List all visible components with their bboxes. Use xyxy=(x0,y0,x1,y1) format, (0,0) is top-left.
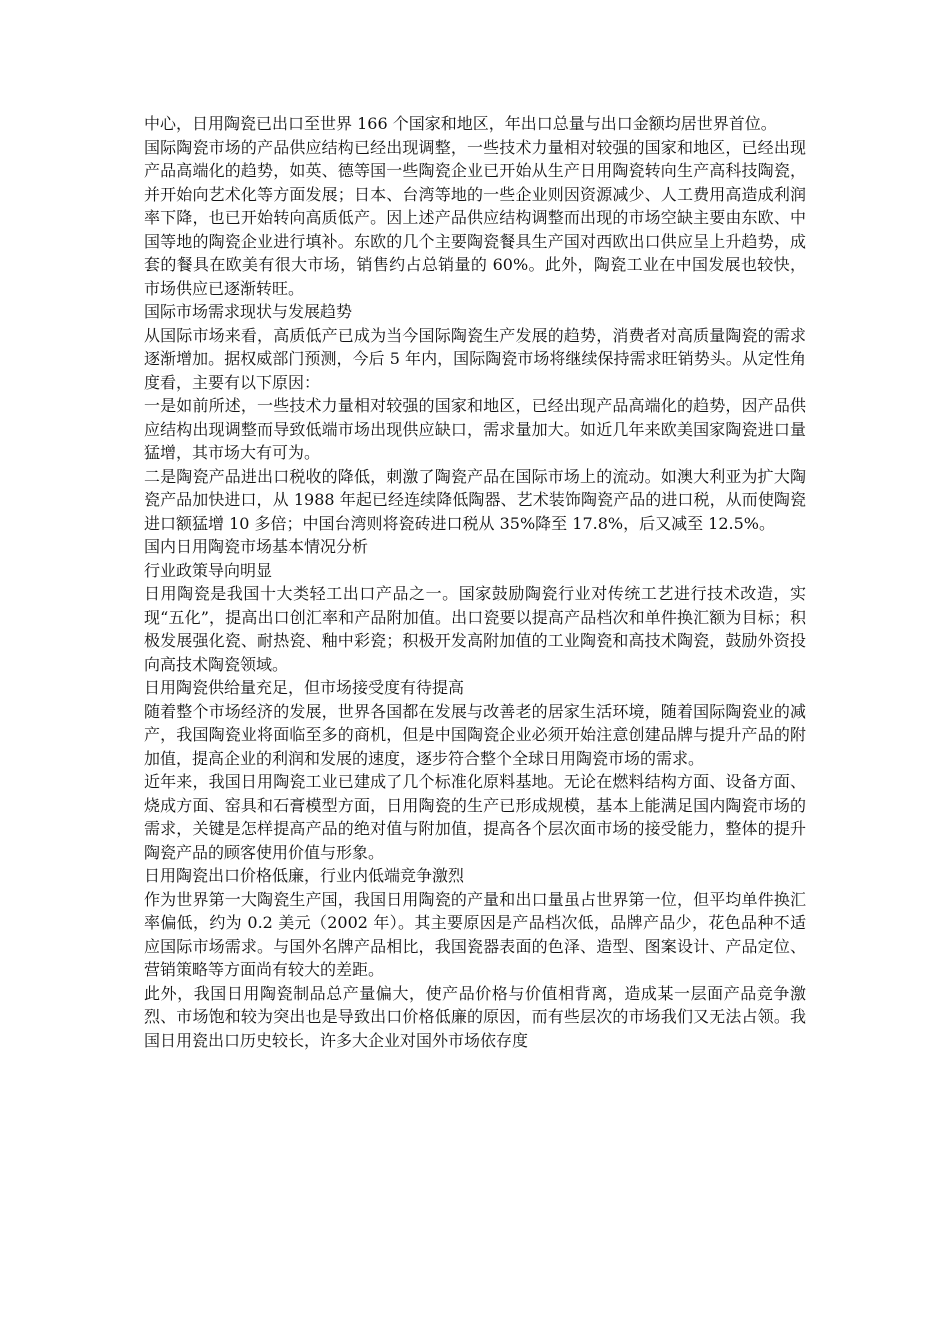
paragraph-production-base: 近年来，我国日用陶瓷工业已建成了几个标准化原料基地。无论在燃料结构方面、设备方面、烧成方面、窑具和石膏模型方面，日用陶瓷的生产已形成规模，基本上能满足国内陶瓷市场的需求，关键是怎样提高产品的绝对值与附加值，提高各个层次面市场的接受能力，整体的提升陶瓷产品的顾客使用价值与形象。 xyxy=(144,772,806,862)
subheading-export-price: 日用陶瓷出口价格低廉，行业内低端竞争激烈 xyxy=(144,866,465,885)
paragraph-export-price: 作为世界第一大陶瓷生产国，我国日用陶瓷的产量和出口量虽占世界第一位，但平均单件换汇率偏低，约为 0.2 美元（2002 年）。其主要原因是产品档次低，品牌产品少，花色品种不适应国际市场需求。与国外名牌产品相比，我国瓷器表面的色泽、造型、图案设计、产品定位、营销策略等方面尚有较大的差距。 xyxy=(144,889,806,979)
section-heading-international-demand: 国际市场需求现状与发展趋势 xyxy=(144,302,353,321)
paragraph-export-overview: 中心，日用陶瓷已出口至世界 166 个国家和地区，年出口总量与出口金额均居世界首位。 xyxy=(144,114,777,133)
paragraph-international-market: 从国际市场来看，高质低产已成为当今国际陶瓷生产发展的趋势，消费者对高质量陶瓷的需求逐渐增加。据权威部门预测，今后 5 年内，国际陶瓷市场将继续保持需求旺销势头。从定性角度看，主要有以下原因： xyxy=(144,325,806,392)
paragraph-reason-one: 一是如前所述，一些技术力量相对较强的国家和地区，已经出现产品高端化的趋势，因产品供应结构出现调整而导致低端市场出现供应缺口，需求量加大。如近几年来欧美国家陶瓷进口量猛增，其市场大有可为。 xyxy=(144,396,806,462)
paragraph-overproduction: 此外，我国日用陶瓷制品总产量偏大，使产品价格与价值相背离，造成某一层面产品竞争激烈、市场饱和较为突出也是导致出口价格低廉的原因，而有些层次的市场我们又无法占领。我国日用瓷出口历史较长，许多大企业对国外市场依存度 xyxy=(144,983,806,1050)
paragraph-supply-structure: 国际陶瓷市场的产品供应结构已经出现调整，一些技术力量相对较强的国家和地区，已经出现产品高端化的趋势，如英、德等国一些陶瓷企业已开始从生产日用陶瓷转向生产高科技陶瓷，并开始向艺术化等方面发展；日本、台湾等地的一些企业则因资源减少、人工费用高造成利润率下降，也已开始转向高质低产。因上述产品供应结构调整而出现的市场空缺主要由东欧、中国等地的陶瓷企业进行填补。东欧的几个主要陶瓷餐具生产国对西欧出口供应呈上升趋势，成套的餐具在欧美有很大市场，销售约占总销量的 60%。此外，陶瓷工业在中国发展也较快，市场供应已逐渐转旺。 xyxy=(144,137,806,298)
subheading-supply: 日用陶瓷供给量充足，但市场接受度有待提高 xyxy=(144,678,465,697)
paragraph-reason-two: 二是陶瓷产品进出口税收的降低，刺激了陶瓷产品在国际市场上的流动。如澳大利亚为扩大陶瓷产品加快进口，从 1988 年起已经连续降低陶器、艺术装饰陶瓷产品的进口税，从而使陶瓷进口额猛增 10 多倍；中国台湾则将瓷砖进口税从 35%降至 17.8%，后又减至 12.5%。 xyxy=(144,466,806,533)
document-page xyxy=(144,112,806,1052)
paragraph-supply-market: 随着整个市场经济的发展，世界各国都在发展与改善老的居家生活环境，随着国际陶瓷业的减产，我国陶瓷业将面临至多的商机，但是中国陶瓷企业必须开始注意创建品牌与提升产品的附加值，提高企业的利润和发展的速度，逐步符合整个全球日用陶瓷市场的需求。 xyxy=(144,701,806,768)
paragraph-policy: 日用陶瓷是我国十大类轻工出口产品之一。国家鼓励陶瓷行业对传统工艺进行技术改造，实现“五化”，提高出口创汇率和产品附加值。出口瓷要以提高产品档次和单件换汇额为目标；积极发展强化瓷、耐热瓷、釉中彩瓷；积极开发高附加值的工业陶瓷和高技术陶瓷，鼓励外资投向高技术陶瓷领域。 xyxy=(144,584,806,674)
section-heading-domestic-market: 国内日用陶瓷市场基本情况分析 xyxy=(144,537,369,556)
subheading-policy: 行业政策导向明显 xyxy=(144,560,273,580)
